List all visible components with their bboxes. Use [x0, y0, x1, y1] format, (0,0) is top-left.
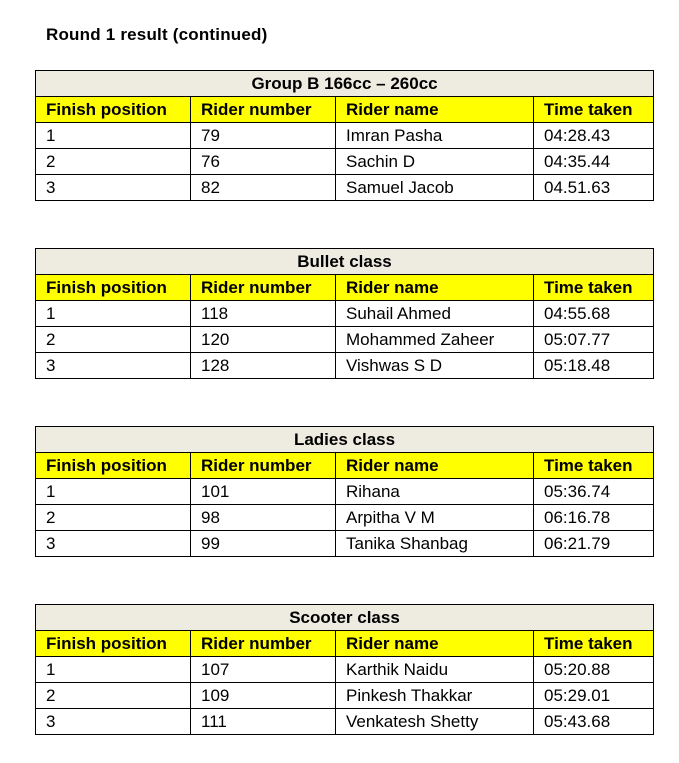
time-taken-cell: 06:21.79 — [534, 531, 654, 557]
header-finish-position: Finish position — [36, 275, 191, 301]
rider-number-cell: 79 — [191, 123, 336, 149]
header-rider-name: Rider name — [336, 453, 534, 479]
table-row — [36, 175, 654, 201]
table-row — [36, 123, 654, 149]
finish-position-cell: 2 — [36, 683, 191, 709]
rider-name-cell: Suhail Ahmed — [336, 301, 534, 327]
header-time-taken: Time taken — [534, 453, 654, 479]
time-taken-cell: 05:18.48 — [534, 353, 654, 379]
time-taken-cell: 05:07.77 — [534, 327, 654, 353]
time-taken-cell: 05:36.74 — [534, 479, 654, 505]
header-rider-number: Rider number — [191, 453, 336, 479]
header-time-taken: Time taken — [534, 275, 654, 301]
header-finish-position: Finish position — [36, 97, 191, 123]
header-finish-position: Finish position — [36, 453, 191, 479]
rider-number-cell: 109 — [191, 683, 336, 709]
table-row — [36, 683, 654, 709]
results-table-scooter-class — [35, 604, 654, 735]
rider-number-cell: 107 — [191, 657, 336, 683]
rider-name-cell: Sachin D — [336, 149, 534, 175]
table-row — [36, 709, 654, 735]
page-title: Round 1 result (continued) — [46, 25, 268, 44]
finish-position-cell: 3 — [36, 531, 191, 557]
rider-number-cell: 111 — [191, 709, 336, 735]
table-caption: Ladies class — [36, 427, 654, 453]
rider-name-cell: Pinkesh Thakkar — [336, 683, 534, 709]
rider-name-cell: Rihana — [336, 479, 534, 505]
table-caption: Scooter class — [36, 605, 654, 631]
rider-number-cell: 99 — [191, 531, 336, 557]
time-taken-cell: 04:55.68 — [534, 301, 654, 327]
rider-number-cell: 118 — [191, 301, 336, 327]
table-row — [36, 531, 654, 557]
table-row — [36, 505, 654, 531]
table-row — [36, 479, 654, 505]
finish-position-cell: 1 — [36, 301, 191, 327]
rider-number-cell: 98 — [191, 505, 336, 531]
header-rider-number: Rider number — [191, 631, 336, 657]
rider-number-cell: 76 — [191, 149, 336, 175]
header-rider-name: Rider name — [336, 97, 534, 123]
rider-name-cell: Tanika Shanbag — [336, 531, 534, 557]
finish-position-cell: 2 — [36, 505, 191, 531]
finish-position-cell: 3 — [36, 353, 191, 379]
rider-name-cell: Mohammed Zaheer — [336, 327, 534, 353]
rider-name-cell: Karthik Naidu — [336, 657, 534, 683]
time-taken-cell: 05:29.01 — [534, 683, 654, 709]
rider-name-cell: Venkatesh Shetty — [336, 709, 534, 735]
header-rider-number: Rider number — [191, 97, 336, 123]
rider-name-cell: Arpitha V M — [336, 505, 534, 531]
time-taken-cell: 04.51.63 — [534, 175, 654, 201]
results-table-ladies-class — [35, 426, 654, 557]
header-rider-name: Rider name — [336, 631, 534, 657]
rider-number-cell: 82 — [191, 175, 336, 201]
results-table-group-b — [35, 70, 654, 201]
table-caption: Bullet class — [36, 249, 654, 275]
finish-position-cell: 1 — [36, 123, 191, 149]
table-caption: Group B 166cc – 260cc — [36, 71, 654, 97]
rider-name-cell: Imran Pasha — [336, 123, 534, 149]
table-row — [36, 327, 654, 353]
finish-position-cell: 1 — [36, 657, 191, 683]
table-row — [36, 301, 654, 327]
time-taken-cell: 05:43.68 — [534, 709, 654, 735]
finish-position-cell: 1 — [36, 479, 191, 505]
table-row — [36, 657, 654, 683]
time-taken-cell: 04:35.44 — [534, 149, 654, 175]
rider-name-cell: Vishwas S D — [336, 353, 534, 379]
rider-name-cell: Samuel Jacob — [336, 175, 534, 201]
finish-position-cell: 2 — [36, 149, 191, 175]
table-row — [36, 353, 654, 379]
header-time-taken: Time taken — [534, 97, 654, 123]
header-rider-number: Rider number — [191, 275, 336, 301]
finish-position-cell: 3 — [36, 175, 191, 201]
rider-number-cell: 101 — [191, 479, 336, 505]
finish-position-cell: 3 — [36, 709, 191, 735]
time-taken-cell: 05:20.88 — [534, 657, 654, 683]
time-taken-cell: 04:28.43 — [534, 123, 654, 149]
header-finish-position: Finish position — [36, 631, 191, 657]
results-table-bullet-class — [35, 248, 654, 379]
header-time-taken: Time taken — [534, 631, 654, 657]
time-taken-cell: 06:16.78 — [534, 505, 654, 531]
table-row — [36, 149, 654, 175]
rider-number-cell: 128 — [191, 353, 336, 379]
finish-position-cell: 2 — [36, 327, 191, 353]
header-rider-name: Rider name — [336, 275, 534, 301]
rider-number-cell: 120 — [191, 327, 336, 353]
